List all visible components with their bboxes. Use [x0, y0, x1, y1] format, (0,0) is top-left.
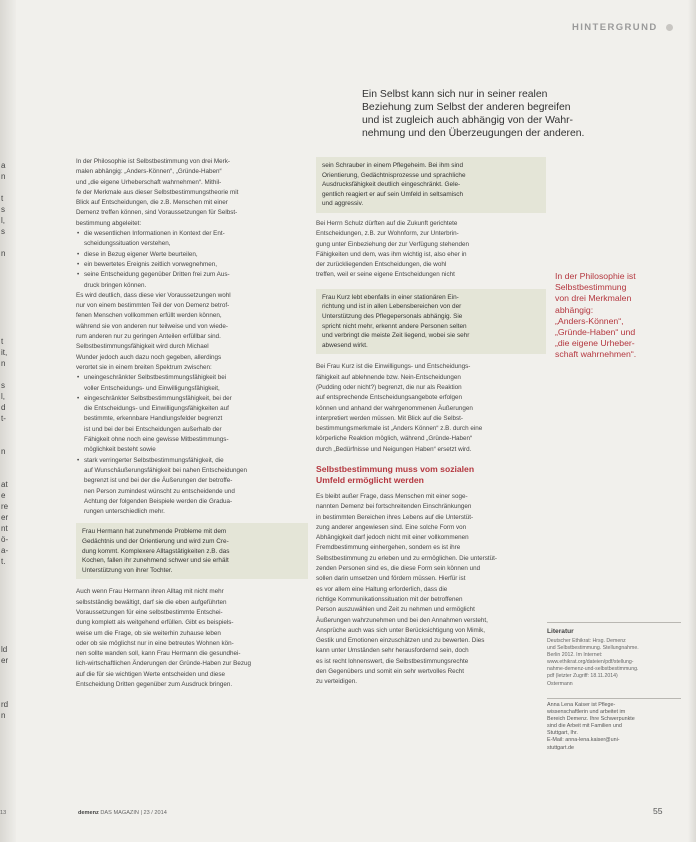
text-line: Entscheidungen, z.B. zur Wohnform, zur Unterbrin-: [316, 230, 459, 238]
text-line: treffen, weil er seine eigene Entscheidungen nicht: [316, 271, 455, 279]
bullet-item-continuation: rungen unterschiedlich mehr.: [84, 508, 165, 516]
text-line: Abhängigkeit darf jedoch nicht mit einer vollkommenen: [316, 534, 469, 542]
text-line: Unterstützung des Pflegepersonals abhängig. Sie: [322, 312, 463, 320]
text-line: Frau Hermann hat zunehmende Probleme mit dem: [82, 528, 227, 536]
text-line: Gedächtnis und der Orientierung und wird zum Cre-: [82, 537, 229, 545]
gutter-fragment: s: [1, 381, 5, 390]
side-quote-line: In der Philosophie ist: [555, 271, 636, 281]
gutter-fragment: t: [1, 337, 4, 346]
text-line: Bei Herrn Schulz dürften auf die Zukunft gerichtete: [316, 219, 458, 227]
side-quote-line: „die eigene Urheber-: [555, 338, 635, 349]
text-line: spricht nicht mehr, erkennt andere Personen selten: [322, 322, 467, 330]
section-subheading: [316, 464, 546, 486]
text-line: nen sollte wanden soll, kann Frau Hermann die gesundhei-: [76, 650, 241, 658]
text-line: Ausdrucksfähigkeit deutlich eingeschränkt. Gele-: [322, 181, 461, 189]
side-quote-line: „Gründe-Haben“ und: [555, 327, 636, 338]
author-line: Anna Lena Kaiser ist Pflege-: [547, 702, 616, 708]
side-quote-line: abhängig:: [555, 304, 594, 315]
text-line: verortet sie in einem breiten Spektrum zwischen:: [76, 363, 212, 371]
bullet-item-continuation: ist und bei der bei Entscheidungen außerhalb der: [84, 425, 222, 433]
text-line: Ansprüche auch was sich unter Berücksichtigung von Mimik,: [316, 626, 486, 634]
gutter-fragment: d: [1, 403, 6, 412]
literature-line: Deutscher Ethikrat: Hrsg. Demenz: [547, 638, 626, 644]
gutter-fragment: at: [1, 480, 8, 489]
literature-line: pdf (letzter Zugriff: 18.11.2014): [547, 673, 618, 680]
text-line: dung kommt. Komplexere Alltagstätigkeiten z.B. das: [82, 547, 230, 555]
text-line: fe der Merkmale aus dieser Selbstbestimmungstheorie mit: [76, 188, 239, 196]
gutter-fragment: re: [1, 502, 9, 511]
author-line: Bereich Demenz. Ihre Schwerpunkte: [547, 716, 635, 723]
paragraph: [316, 492, 546, 688]
pull-quote-line: Ein Selbst kann sich nur in seiner realen: [362, 89, 548, 100]
text-line: es vor allem eine Haltung erforderlich, dass die: [316, 585, 448, 593]
text-line: bestimmungsmerkmale ist „Anders Können“ z.B. durch eine: [316, 425, 483, 433]
gutter-fragment: n: [1, 711, 6, 720]
author-line: Stuttgart, Ihr.: [547, 730, 578, 737]
text-line: Orientierung, Gedächtnisprozesse und sprachliche: [322, 171, 466, 179]
section-label: HINTERGRUND: [572, 22, 658, 33]
text-line: Kochen, fallen ihr zunehmend schwer und sie erhält: [82, 557, 229, 565]
header-dot-icon: [666, 24, 673, 31]
subheading-line: Umfeld ermöglicht werden: [316, 474, 424, 485]
text-line: Bei Frau Kurz ist die Einwilligungs- und Entscheidungs-: [316, 363, 471, 371]
bullet-item-continuation: scheidungssituation verstehen,: [84, 240, 171, 248]
bullet-item-continuation: bestimmte, erkennbare Handlungsfelder begrenzt: [84, 415, 223, 423]
gutter-fragment: n: [1, 172, 6, 181]
text-line: zu verteidigen.: [316, 678, 357, 686]
bullet-item: • uneingeschränkter Selbstbestimmungsfähigkeit bei: [76, 373, 308, 383]
bullet-item: • die wesentlichen Informationen in Kontext der Ent-: [76, 229, 308, 239]
divider: [547, 698, 681, 699]
text-line: fenen Menschen vollkommen erfüllt werden können,: [76, 312, 222, 320]
text-line: gentlich reagiert er auf sein Umfeld in seltsamisch: [322, 190, 464, 198]
gutter-fragment: t.: [1, 557, 6, 566]
gutter-fragment: l,: [1, 392, 5, 401]
text-line: Blick auf Entscheidungen, die z.B. Menschen mit einer: [76, 199, 228, 207]
author-line: wissenschaftlerin und arbeitet im: [547, 709, 626, 716]
text-line: Fremdbestimmung einhergehen, sondern es ist ihre: [316, 544, 461, 552]
article-column-2: [316, 157, 546, 688]
text-line: während sie von anderen nur teilweise und von wiede-: [76, 322, 228, 330]
divider: [547, 622, 681, 623]
text-line: oder ob sie möglichst nur in eine betreutes Wohnen kön-: [76, 639, 234, 647]
bullet-item-continuation: auf Wunschäußerungsfähigkeit bei nahen Entscheidungen: [84, 466, 248, 474]
literature-title: Literatur: [547, 628, 574, 635]
author-line: E-Mail: anna-lena.kaiser@uni-: [547, 737, 620, 744]
subheading-line: Selbstbestimmung muss vom sozialen: [316, 463, 475, 474]
bullet-list: [76, 373, 308, 517]
author-line: stuttgart.de: [547, 744, 574, 751]
journal-name: demenz: [78, 810, 99, 816]
pull-quote: [362, 88, 614, 140]
side-quote-line: „Anders-Können“,: [555, 315, 624, 326]
gutter-fragment: er: [1, 513, 9, 522]
paragraph: [316, 362, 546, 455]
bullet-list: [76, 229, 308, 291]
bullet-item: • diese in Bezug eigener Werte beurteilen,: [76, 250, 308, 260]
gutter-fragment: a: [1, 161, 6, 170]
gutter-fragment: s: [1, 205, 5, 214]
text-line: nur von einem bestimmten Teil der von Demenz betrof-: [76, 302, 230, 310]
gutter-fragment: er: [1, 656, 9, 665]
bullet-item-continuation: begrenzt ist und bei der die Äußerungen der betroffe-: [84, 477, 233, 485]
literature-body: [547, 638, 682, 688]
gutter-fragment: n: [1, 249, 6, 258]
text-line: lich-wirtschaftlichen Änderungen der Gründe-Haben zur Bezug: [76, 660, 252, 668]
bullet-item-continuation: druck bringen können.: [84, 281, 147, 289]
text-line: weise um die Frage, ob sie weiterhin zuhause leben: [76, 629, 221, 637]
text-line: Unterstützung von ihrer Tochter.: [82, 566, 173, 574]
journal-issue: DAS MAGAZIN | 23 / 2014: [100, 810, 167, 816]
text-line: Äußerungen wahrzunehmen und bei den Annahmen versteht,: [316, 616, 488, 624]
text-line: Wunder jedoch auch dazu noch gegeben, allerdings: [76, 353, 222, 361]
bullet-item: • stark verringerter Selbstbestimmungsfähigkeit, die: [76, 456, 308, 466]
text-line: Demenz treffen können, sind Voraussetzungen für Selbst-: [76, 209, 238, 217]
gutter-fragment: nt: [1, 524, 8, 533]
literature-line: Ostermann: [547, 680, 573, 687]
text-line: Fähigkeiten und dem, was ihm wichtig ist, also eher in: [316, 250, 467, 258]
literature-line: und Selbstbestimmung. Stellungnahme.: [547, 645, 639, 652]
text-line: In der Philosophie ist Selbstbestimmung von drei Merk-: [76, 158, 230, 165]
text-line: rum anderen nur zu geringen Anteilen erfüllbar sind.: [76, 333, 221, 341]
text-line: nannten Demenz bei fortschreitenden Einschränkungen: [316, 503, 472, 511]
text-line: richtige Kommunikationssituation mit der betroffenen: [316, 595, 463, 603]
text-line: zung anderer angewiesen sind. Eine solche Form von: [316, 523, 467, 531]
text-line: und „die eigene Urheberschaft wahrnehmen“. Mithil-: [76, 178, 222, 186]
bullet-item-continuation: voller Entscheidungs- und Einwilligungsfähigkeit,: [84, 384, 220, 392]
text-line: es ist recht lohnenswert, die Selbstbestimmungsrechte: [316, 657, 469, 665]
side-quote-line: Selbstbestimmung: [555, 282, 627, 293]
case-box-kurz: [316, 289, 546, 355]
gutter-fragment: t: [1, 194, 4, 203]
text-line: fähigkeit auf ablehnende bzw. Nein-Entscheidungen: [316, 373, 461, 381]
literature-line: Berlin 2012. Im Internet:: [547, 652, 603, 659]
text-line: auf die für sie wichtigen Werte entscheiden und diese: [76, 670, 226, 678]
author-bio: [547, 702, 682, 752]
article-column-1: [76, 157, 308, 690]
side-quote: [555, 271, 690, 361]
text-line: durch „Bedürfnisse und Neigungen Haben“ ersetzt wird.: [316, 445, 472, 453]
bullet-item-continuation: Achtung der folgenden Beispiele werden die Gradua-: [84, 497, 233, 505]
text-line: und verbringt die meiste Zeit liegend, wobei sie sehr: [322, 332, 470, 340]
journal-footer: [78, 810, 167, 816]
page-number: 55: [653, 806, 663, 816]
text-line: bestimmung abgeleitet:: [76, 219, 142, 227]
text-line: Entscheidung Dritten gegenüber zum Ausdruck bringen.: [76, 681, 233, 689]
text-line: kann unter Umständen sehr herausfordernd sein, doch: [316, 647, 469, 655]
pull-quote-line: und ist zugleich auch abhängig von der Wahr-: [362, 115, 574, 127]
gutter-fragment: ö-: [1, 535, 9, 544]
gutter-fragment: rd: [1, 700, 9, 709]
gutter-fragment: e: [1, 491, 6, 500]
text-line: in bestimmten Bereichen ihres Lebens auf die Unterstüt-: [316, 513, 474, 521]
case-box-hermann: [76, 523, 308, 579]
text-line: gung unter Einbeziehung der zur Verfügung stehenden: [316, 240, 469, 248]
text-line: körperliche Reaktion möglich, während „Gründe-Haben“: [316, 435, 473, 443]
text-line: zenden Personen sind es, die diese Form sein können und: [316, 565, 481, 573]
right-page-edge: [688, 0, 696, 842]
text-line: interpretiert werden müssen. Mit Blick auf die Selbst-: [316, 414, 463, 422]
text-line: sein Schrauber in einem Pflegeheim. Bei ihm sind: [322, 162, 464, 169]
gutter-fragment: it,: [1, 348, 8, 357]
left-page-number: 13: [0, 810, 7, 816]
bullet-item-continuation: Fähigkeit ohne noch eine gewisse Mitbestimmungs-: [84, 436, 229, 444]
text-line: Person auszuwählen und Zeit zu nehmen und ermöglicht: [316, 606, 475, 614]
bullet-item: • seine Entscheidung gegenüber Dritten frei zum Aus-: [76, 270, 308, 280]
text-line: sollen darin umsetzen und fördern müssen. Hierfür ist: [316, 575, 466, 583]
case-box-schulz: [316, 157, 546, 213]
paragraph: [76, 587, 308, 690]
paragraph: [76, 157, 308, 229]
text-line: Es bleibt außer Frage, dass Menschen mit einer soge-: [316, 492, 468, 500]
text-line: Auch wenn Frau Hermann ihren Alltag mit nicht mehr: [76, 588, 224, 596]
gutter-fragment: a-: [1, 546, 9, 555]
gutter-fragment: n: [1, 359, 6, 368]
pull-quote-line: nehmung und den Überzeugungen der anderen.: [362, 128, 585, 140]
bullet-item: • ein bewertetes Ereignis zeitlich vorwegnehmen,: [76, 260, 308, 270]
side-quote-line: von drei Merkmalen: [555, 293, 632, 304]
literature-line: nahme-demenz-und-selbstbestimmung.: [547, 666, 639, 673]
gutter-fragment: l,: [1, 216, 5, 225]
pull-quote-line: Beziehung zum Selbst der anderen begreifen: [362, 102, 571, 114]
text-line: auf entsprechende Entscheidungsangebote erfolgen: [316, 394, 462, 402]
author-line: sind die Arbeit mit Familien und: [547, 723, 622, 730]
gutter-fragment: t-: [1, 414, 6, 423]
paragraph: [76, 291, 308, 373]
paragraph: [316, 219, 546, 281]
bullet-item-continuation: nen Person zumindest wünscht zu entscheidende und: [84, 487, 235, 495]
literature-line: www.ethikrat.org/dateien/pdf/stellung-: [547, 659, 634, 666]
text-line: der zurückliegenden Entscheidungen, die wohl: [316, 261, 447, 269]
side-quote-line: schaft wahrnehmen“.: [555, 349, 637, 360]
bullet-item-continuation: möglichkeit besteht sowie: [84, 446, 156, 454]
text-line: Selbstbestimmung zu erleben und zu ermöglichen. Die unterstüt-: [316, 554, 497, 562]
bullet-item-continuation: die Entscheidungs- und Einwilligungsfähigkeiten auf: [84, 405, 229, 413]
text-line: malen abhängig: „Anders-Können“, „Gründe-Haben“: [76, 168, 222, 176]
text-line: Selbstbestimmungsfähigkeit wird durch Michael: [76, 343, 209, 351]
text-line: Voraussetzungen für eine selbstbestimmte Entschei-: [76, 608, 223, 616]
gutter-fragment: s: [1, 227, 5, 236]
text-line: selbstständig bewältigt, darf sie die eben aufgeführten: [76, 598, 227, 606]
text-line: dung komplett als weitgehend erfüllen. Gibt es beispiels-: [76, 619, 234, 627]
text-line: können und anhand der wahrgenommenen Äußerungen: [316, 404, 473, 412]
text-line: Gestik und Emotionen einzuschätzen und zu bewerten. Dies: [316, 637, 485, 645]
gutter-fragment: n: [1, 447, 6, 456]
text-line: den Gegenübers und somit ein sehr wertvolles Recht: [316, 668, 465, 676]
text-line: und aggressiv.: [322, 200, 364, 208]
text-line: Frau Kurz lebt ebenfalls in einer stationären Ein-: [322, 293, 459, 301]
gutter-fragment: ld: [1, 645, 8, 654]
text-line: richtung und ist in allen Lebensbereichen von der: [322, 303, 462, 311]
text-line: (Pudding oder nicht?) begrenzt, die nur als Reaktion: [316, 383, 462, 391]
text-line: abwesend wirkt.: [322, 341, 368, 349]
text-line: Es wird deutlich, dass diese vier Voraussetzungen wohl: [76, 291, 231, 299]
bullet-item: • eingeschränkter Selbstbestimmungsfähigkeit, bei der: [76, 394, 308, 404]
